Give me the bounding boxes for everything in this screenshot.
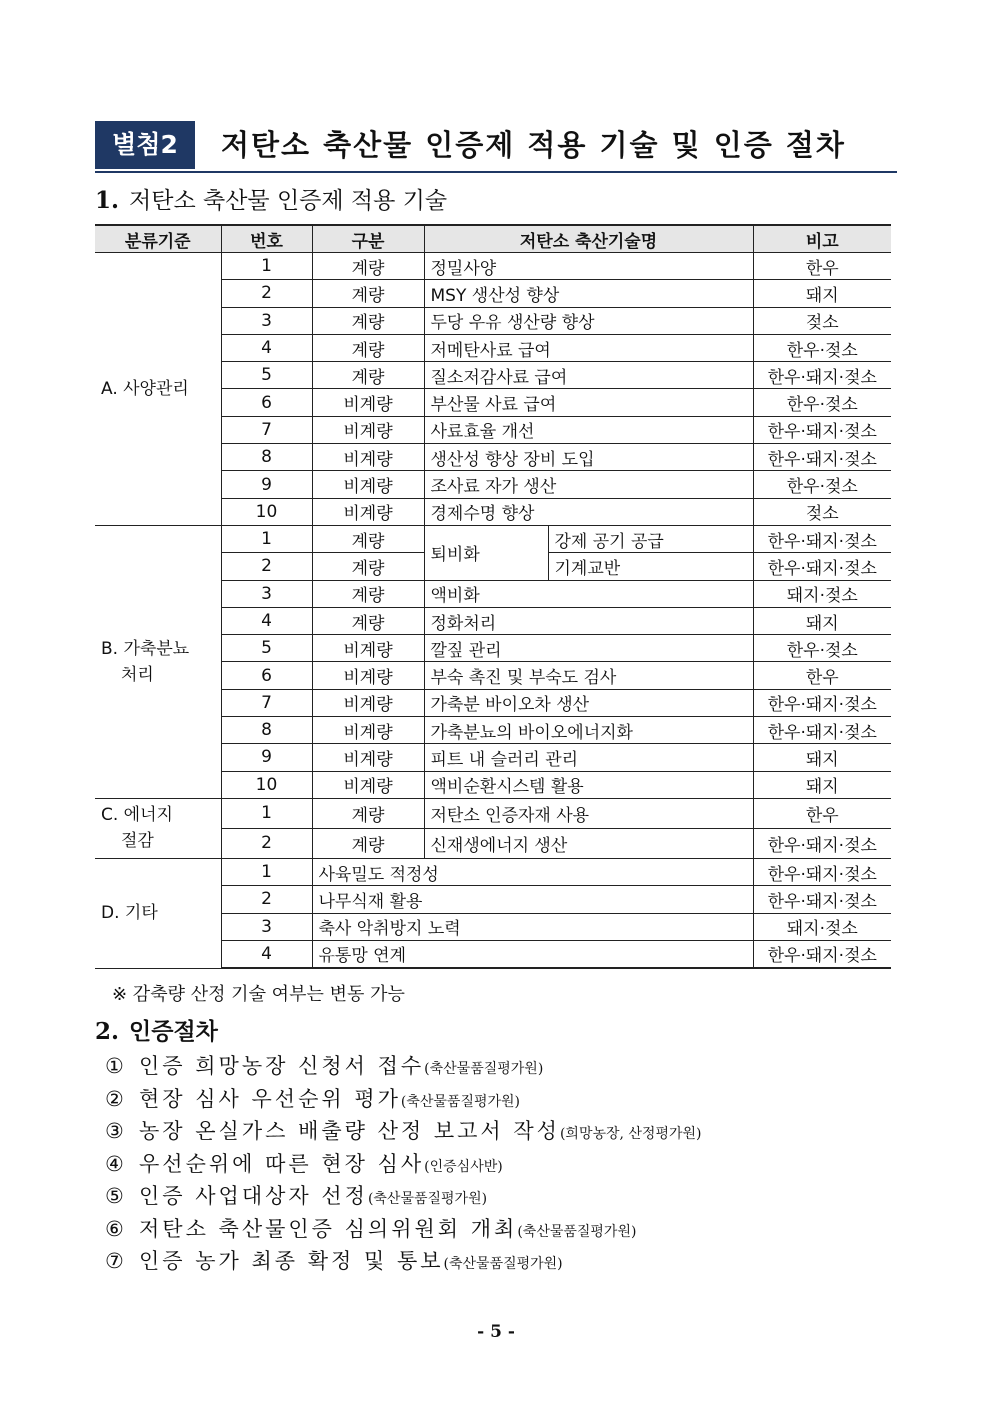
row-tech-name: 가축분 바이오차 생산	[424, 689, 753, 716]
step-item	[105, 1213, 702, 1246]
row-note: 돼지	[753, 771, 891, 798]
row-type: 비계량	[312, 771, 424, 798]
row-note: 한우·돼지·젖소	[753, 444, 891, 471]
certification-steps	[105, 1050, 702, 1278]
row-type: 계량	[312, 525, 424, 552]
row-note: 한우·돼지·젖소	[753, 858, 891, 885]
section1-heading	[95, 186, 447, 216]
row-number: 2	[221, 828, 312, 858]
row-type: 계량	[312, 307, 424, 334]
row-number: 2	[221, 553, 312, 580]
row-tech-name: 깔짚 관리	[424, 635, 753, 662]
row-note: 한우·젖소	[753, 389, 891, 416]
row-number: 9	[221, 744, 312, 771]
row-tech-name: 부숙 촉진 및 부숙도 검사	[424, 662, 753, 689]
section1-number: 1.	[95, 187, 120, 214]
step-org: (축산물품질평가원)	[400, 1093, 521, 1110]
row-number: 3	[221, 580, 312, 607]
row-number: 4	[221, 334, 312, 361]
row-tech-name: 가축분뇨의 바이오에너지화	[424, 717, 753, 744]
header-tech-name: 저탄소 축산기술명	[424, 225, 753, 253]
step-text: 인증 희망농장 신청서 접수	[139, 1054, 425, 1078]
group-a-label: A. 사양관리	[101, 378, 189, 399]
group-b-cell	[95, 525, 221, 798]
row-note: 돼지	[753, 280, 891, 307]
row-number: 2	[221, 886, 312, 913]
table-row	[95, 858, 891, 885]
row-type: 비계량	[312, 498, 424, 525]
step-text: 인증 사업대상자 선정	[139, 1184, 368, 1208]
row-number: 5	[221, 362, 312, 389]
section1-title: 저탄소 축산물 인증제 적용 기술	[129, 188, 448, 214]
row-note: 젖소	[753, 498, 891, 525]
row-tech-name: 조사료 자가 생산	[424, 471, 753, 498]
row-tech-name: 유통망 연계	[312, 940, 753, 968]
step-item	[105, 1180, 702, 1213]
row-note: 한우·젖소	[753, 471, 891, 498]
step-number: ④	[105, 1151, 124, 1176]
step-org: (축산물품질평가원)	[367, 1191, 488, 1207]
row-number: 1	[221, 858, 312, 885]
row-type: 계량	[312, 828, 424, 858]
header-category: 분류기준	[95, 225, 221, 253]
step-text: 농장 온실가스 배출량 산정 보고서 작성	[139, 1119, 560, 1143]
row-note: 돼지·젖소	[753, 580, 891, 607]
row-type: 비계량	[312, 471, 424, 498]
row-number: 2	[221, 280, 312, 307]
row-number: 1	[221, 525, 312, 552]
row-note: 한우·돼지·젖소	[753, 689, 891, 716]
table-header-row	[95, 225, 891, 253]
row-type: 비계량	[312, 744, 424, 771]
row-note: 한우·돼지·젖소	[753, 525, 891, 552]
row-type: 계량	[312, 607, 424, 634]
row-type: 비계량	[312, 416, 424, 443]
row-note: 돼지	[753, 744, 891, 771]
row-number: 3	[221, 913, 312, 940]
row-note: 한우	[753, 253, 891, 280]
row-tech-name: 정밀사양	[424, 253, 753, 280]
step-org: (축산물품질평가원)	[424, 1061, 544, 1077]
row-note: 한우·돼지·젖소	[753, 940, 891, 968]
row-tech-name: MSY 생산성 향상	[424, 280, 753, 307]
row-note: 한우·돼지·젖소	[753, 828, 891, 858]
row-tech-subname: 강제 공기 공급	[548, 525, 753, 552]
row-tech-name: 피트 내 슬러리 관리	[424, 744, 753, 771]
step-text: 인증 농가 최종 확정 및 통보	[139, 1249, 444, 1273]
row-tech-name: 축사 악취방지 노력	[312, 913, 753, 940]
row-number: 7	[221, 416, 312, 443]
technology-table	[95, 224, 891, 969]
step-text: 우선순위에 따른 현장 심사	[139, 1151, 425, 1176]
step-item	[105, 1115, 702, 1148]
row-number: 9	[221, 471, 312, 498]
step-item	[105, 1148, 702, 1181]
row-tech-name: 저탄소 인증자재 사용	[424, 798, 753, 828]
row-number: 5	[221, 635, 312, 662]
step-number: ⑦	[105, 1249, 124, 1273]
footnote: ※ 감축량 산정 기술 여부는 변동 가능	[112, 984, 405, 1005]
row-type: 계량	[312, 334, 424, 361]
step-number: ①	[105, 1054, 124, 1078]
row-number: 7	[221, 689, 312, 716]
step-text: 저탄소 축산물인증 심의위원회 개최	[139, 1216, 518, 1241]
step-number: ②	[105, 1086, 124, 1111]
table-row	[95, 253, 891, 280]
row-note: 돼지	[753, 607, 891, 634]
row-note: 한우·돼지·젖소	[753, 717, 891, 744]
row-note: 한우·돼지·젖소	[753, 886, 891, 913]
row-number: 10	[221, 771, 312, 798]
step-org: (축산물품질평가원)	[443, 1256, 563, 1272]
row-number: 4	[221, 940, 312, 968]
row-note: 한우·젖소	[753, 334, 891, 361]
row-note: 한우·돼지·젖소	[753, 362, 891, 389]
step-item	[105, 1050, 702, 1083]
row-number: 10	[221, 498, 312, 525]
step-org: (희망농장, 산정평가원)	[559, 1126, 702, 1142]
row-tech-name: 경제수명 향상	[424, 498, 753, 525]
step-item	[105, 1245, 702, 1278]
row-type: 계량	[312, 553, 424, 580]
attachment-badge: 별첨2	[95, 121, 195, 169]
document-header	[95, 121, 897, 173]
row-type: 계량	[312, 580, 424, 607]
row-tech-name: 부산물 사료 급여	[424, 389, 753, 416]
row-type: 비계량	[312, 717, 424, 744]
row-tech-name: 질소저감사료 급여	[424, 362, 753, 389]
row-number: 8	[221, 444, 312, 471]
row-type: 계량	[312, 280, 424, 307]
row-number: 6	[221, 389, 312, 416]
table-row	[95, 525, 891, 552]
header-number: 번호	[221, 225, 312, 253]
step-text: 현장 심사 우선순위 평가	[139, 1086, 401, 1111]
row-tech-name: 나무식재 활용	[312, 886, 753, 913]
header-note: 비고	[753, 225, 891, 253]
step-item	[105, 1083, 702, 1116]
row-type: 계량	[312, 362, 424, 389]
step-org: (축산물품질평가원)	[517, 1223, 637, 1240]
header-type: 구분	[312, 225, 424, 253]
row-number: 1	[221, 798, 312, 828]
row-tech-name: 저메탄사료 급여	[424, 334, 753, 361]
row-type: 비계량	[312, 389, 424, 416]
section2-number: 2.	[95, 1018, 120, 1045]
row-tech-name: 액비화	[424, 580, 753, 607]
row-note: 한우	[753, 798, 891, 828]
group-c-label-line1: C. 에너지	[101, 805, 173, 826]
row-number: 1	[221, 253, 312, 280]
row-note: 젖소	[753, 307, 891, 334]
row-tech-name: 사료효율 개선	[424, 416, 753, 443]
step-number: ⑤	[105, 1184, 124, 1208]
section2-title: 인증절차	[129, 1018, 218, 1045]
row-number: 6	[221, 662, 312, 689]
row-number: 4	[221, 607, 312, 634]
row-tech-name: 두당 우유 생산량 향상	[424, 307, 753, 334]
row-tech-name: 신재생에너지 생산	[424, 828, 753, 858]
group-d-label: D. 기타	[101, 903, 158, 924]
row-type: 비계량	[312, 444, 424, 471]
table-row	[95, 798, 891, 828]
row-tech-name: 액비순환시스템 활용	[424, 771, 753, 798]
row-note: 한우·돼지·젖소	[753, 553, 891, 580]
row-type: 계량	[312, 253, 424, 280]
group-b-label-line1: B. 가축분뇨	[101, 638, 190, 659]
step-number: ③	[105, 1119, 124, 1143]
row-number: 3	[221, 307, 312, 334]
row-tech-name: 정화처리	[424, 607, 753, 634]
group-c-label-line2: 절감	[121, 831, 154, 852]
group-a-cell	[95, 253, 221, 526]
document-title: 저탄소 축산물 인증제 적용 기술 및 인증 절차	[221, 128, 846, 162]
row-note: 돼지·젖소	[753, 913, 891, 940]
group-b-label-line2: 처리	[121, 664, 154, 685]
row-tech-name: 생산성 향상 장비 도입	[424, 444, 753, 471]
row-note: 한우·젖소	[753, 635, 891, 662]
row-number: 8	[221, 717, 312, 744]
row-type: 비계량	[312, 662, 424, 689]
row-tech-subname: 기계교반	[548, 553, 753, 580]
row-type: 비계량	[312, 635, 424, 662]
row-note: 한우	[753, 662, 891, 689]
row-note: 한우·돼지·젖소	[753, 416, 891, 443]
step-number: ⑥	[105, 1216, 124, 1241]
section2-heading	[95, 1017, 228, 1047]
step-org: (인증심사반)	[424, 1158, 503, 1175]
row-type: 계량	[312, 798, 424, 828]
group-d-cell	[95, 858, 221, 968]
row-tech-name: 사육밀도 적정성	[312, 858, 753, 885]
group-c-cell	[95, 798, 221, 858]
page-number: - 5 -	[477, 1322, 515, 1342]
row-tech-name: 퇴비화	[424, 525, 548, 580]
row-type: 비계량	[312, 689, 424, 716]
